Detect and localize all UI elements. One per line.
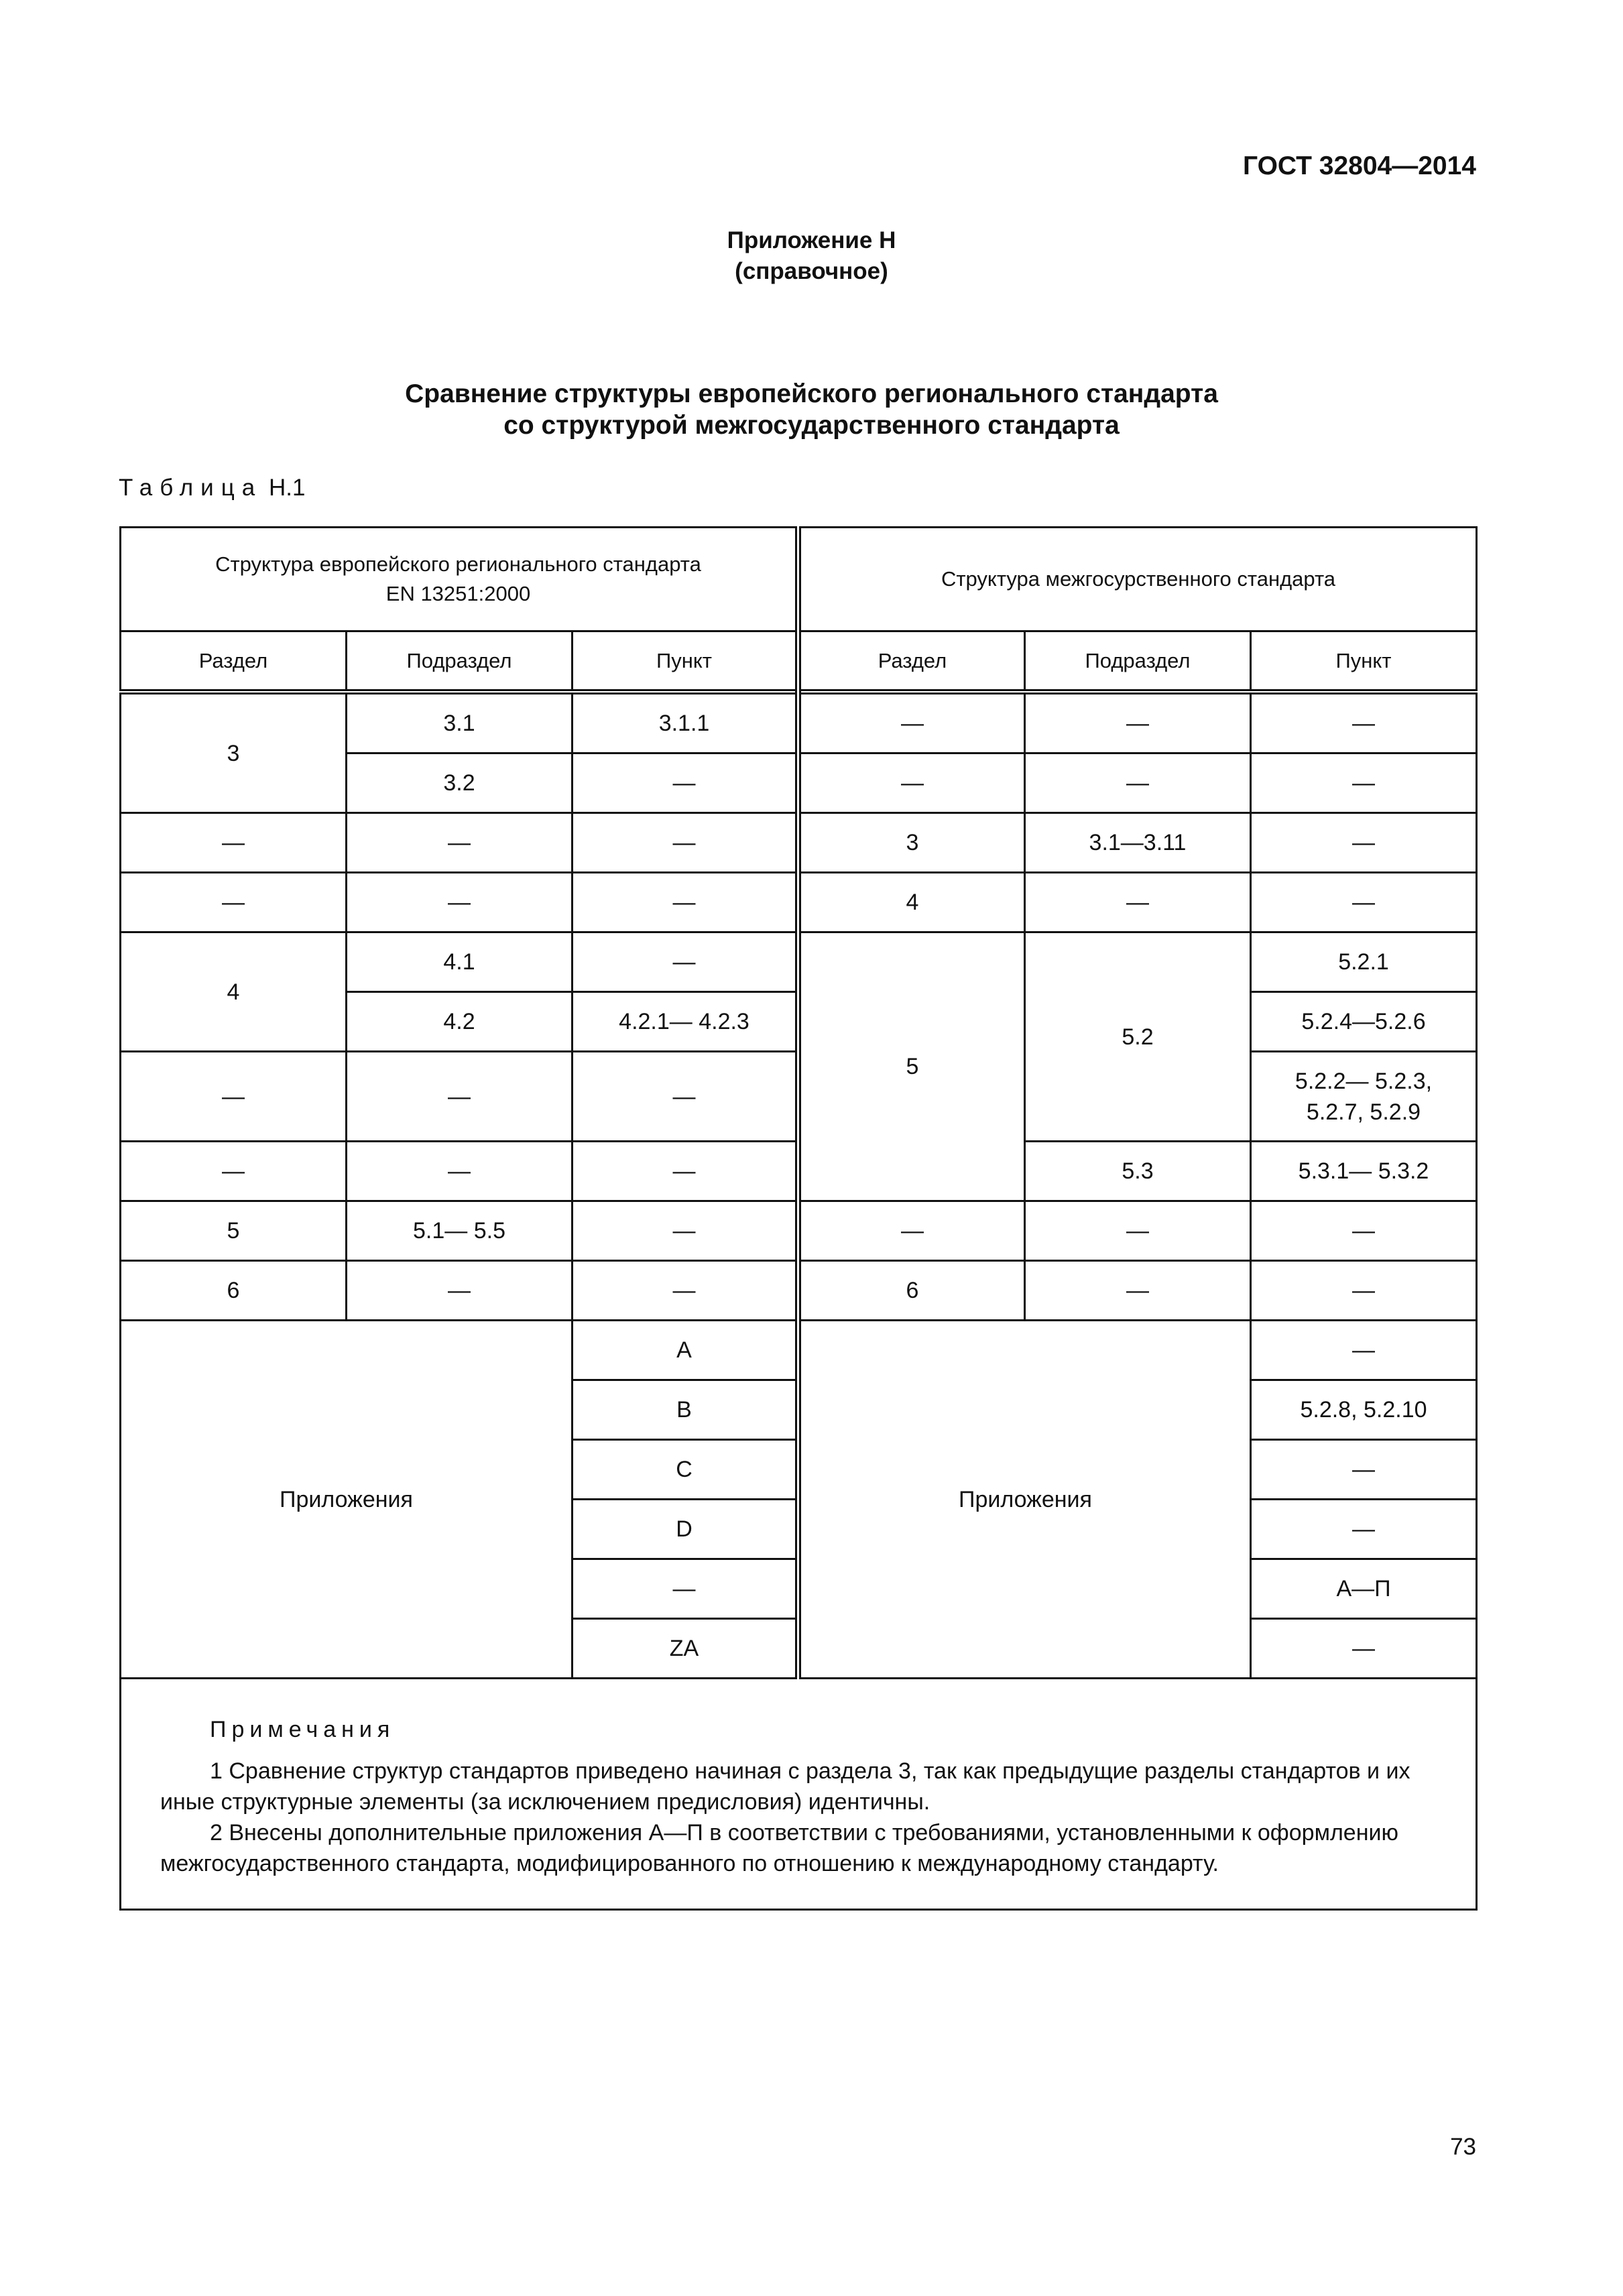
appendix-title: Приложение Н: [727, 227, 896, 253]
table-cell: 4.2: [347, 992, 573, 1052]
table-row: [121, 1321, 1477, 1380]
table-cell: 4.2.1— 4.2.3: [573, 992, 798, 1052]
table-cell: 5.2.1: [1251, 932, 1477, 992]
table-cell: —: [573, 753, 798, 813]
table-cell: —: [1025, 692, 1251, 753]
table-cell: [1251, 1052, 1477, 1142]
table-label: [119, 475, 305, 501]
table-cell: 3.2: [347, 753, 573, 813]
table-cell: 4.1: [347, 932, 573, 992]
table-cell: 5.2: [1025, 932, 1251, 1142]
table-cell: 5: [121, 1201, 347, 1261]
table-cell: —: [798, 692, 1025, 753]
col-header-mg-clause: Пункт: [1251, 631, 1477, 692]
table-cell: 3: [798, 813, 1025, 873]
table-cell: —: [1251, 1201, 1477, 1261]
table-notes-row: [121, 1679, 1477, 1910]
eu-header-line-1: Структура европейского регионального стандарта: [215, 552, 701, 576]
table-cell: —: [121, 1052, 347, 1142]
table-cell: —: [1025, 873, 1251, 932]
table-cell: —: [1251, 692, 1477, 753]
table-cell: 5.1— 5.5: [347, 1201, 573, 1261]
table-cell: —: [573, 1052, 798, 1142]
col-header-mg-subsection: Подраздел: [1025, 631, 1251, 692]
table-row: [121, 873, 1477, 932]
table-cell: —: [121, 1142, 347, 1201]
table-cell: B: [573, 1380, 798, 1440]
interstate-structure-header: Структура межгосурственного стандарта: [798, 528, 1477, 631]
table-group-header-row: [121, 528, 1477, 631]
table-label-number: Н.1: [268, 475, 306, 501]
table-cell: 5.3.1— 5.3.2: [1251, 1142, 1477, 1201]
col-header-eu-section: Раздел: [121, 631, 347, 692]
table-cell: —: [1251, 1321, 1477, 1380]
table-cell: —: [1025, 1201, 1251, 1261]
clause-line: 5.2.2— 5.2.3,: [1295, 1068, 1433, 1094]
table-cell: —: [1251, 753, 1477, 813]
note-1: 1 Сравнение структур стандартов приведено начиная с раздела 3, так как предыдущие разделы стандартов и их иные структурные элементы (за исключением предисловия) идентичны.: [160, 1758, 1410, 1815]
appendix-heading: [0, 225, 1623, 287]
table-cell: 6: [798, 1261, 1025, 1321]
table-cell: 5: [798, 932, 1025, 1201]
table-cell: —: [1251, 1261, 1477, 1321]
table-cell: 3.1—3.11: [1025, 813, 1251, 873]
table-row: [121, 813, 1477, 873]
table-cell: —: [573, 932, 798, 992]
table-cell: D: [573, 1500, 798, 1559]
table-cell: А—П: [1251, 1559, 1477, 1619]
eu-structure-header: [121, 528, 798, 631]
table-row: [121, 1261, 1477, 1321]
comparison-table: [119, 526, 1478, 1911]
table-row: [121, 932, 1477, 992]
table-cell: 5.3: [1025, 1142, 1251, 1201]
table-cell: —: [798, 753, 1025, 813]
table-cell: —: [573, 1142, 798, 1201]
table-cell: —: [573, 813, 798, 873]
eu-header-line-2: EN 13251:2000: [385, 582, 531, 605]
table-cell: —: [347, 1142, 573, 1201]
gost-number: ГОСТ 32804—2014: [1243, 152, 1476, 180]
col-header-eu-subsection: Подраздел: [347, 631, 573, 692]
table-cell: —: [1025, 1261, 1251, 1321]
table-cell: —: [1251, 1619, 1477, 1679]
title-line-1: Сравнение структуры европейского регионального стандарта: [405, 379, 1218, 408]
table-cell: —: [573, 873, 798, 932]
appendix-status: (справочное): [735, 258, 888, 284]
table-cell: —: [347, 873, 573, 932]
table-cell: —: [347, 813, 573, 873]
table-cell: 5.2.8, 5.2.10: [1251, 1380, 1477, 1440]
col-header-mg-section: Раздел: [798, 631, 1025, 692]
eu-appendices-label: Приложения: [121, 1321, 573, 1679]
table-cell: C: [573, 1440, 798, 1500]
table-column-header-row: [121, 631, 1477, 692]
table-cell: —: [1251, 1440, 1477, 1500]
table-row: [121, 1201, 1477, 1261]
table-cell: —: [1251, 1500, 1477, 1559]
table-cell: 3.1.1: [573, 692, 798, 753]
table-cell: 6: [121, 1261, 347, 1321]
table-cell: 4: [121, 932, 347, 1052]
table-cell: —: [573, 1201, 798, 1261]
col-header-eu-clause: Пункт: [573, 631, 798, 692]
note-2: 2 Внесены дополнительные приложения А—П в соответствии с требованиями, установленными к оформлению межгосударственного стандарта, модифицированного по отношению к международному стандарту.: [160, 1820, 1398, 1876]
notes-title: Примечания: [210, 1717, 396, 1742]
mg-appendices-label: Приложения: [798, 1321, 1251, 1679]
table-cell: —: [1025, 753, 1251, 813]
document-title: [0, 378, 1623, 441]
table-row: [121, 692, 1477, 753]
table-cell: 4: [798, 873, 1025, 932]
table-cell: 3.1: [347, 692, 573, 753]
table-cell: —: [121, 873, 347, 932]
table-label-word: Таблица: [119, 475, 263, 501]
table-cell: —: [121, 813, 347, 873]
table-cell: A: [573, 1321, 798, 1380]
table-cell: —: [347, 1261, 573, 1321]
table-cell: 3: [121, 692, 347, 813]
table-notes: [121, 1679, 1477, 1910]
table-cell: —: [798, 1201, 1025, 1261]
clause-line: 5.2.7, 5.2.9: [1306, 1099, 1421, 1125]
table-cell: —: [573, 1261, 798, 1321]
table-cell: ZA: [573, 1619, 798, 1679]
page-number: 73: [1450, 2134, 1476, 2160]
table-cell: —: [347, 1052, 573, 1142]
table-cell: —: [1251, 813, 1477, 873]
table-cell: —: [573, 1559, 798, 1619]
title-line-2: со структурой межгосударственного стандарта: [503, 411, 1120, 440]
table-cell: —: [1251, 873, 1477, 932]
table-cell: 5.2.4—5.2.6: [1251, 992, 1477, 1052]
